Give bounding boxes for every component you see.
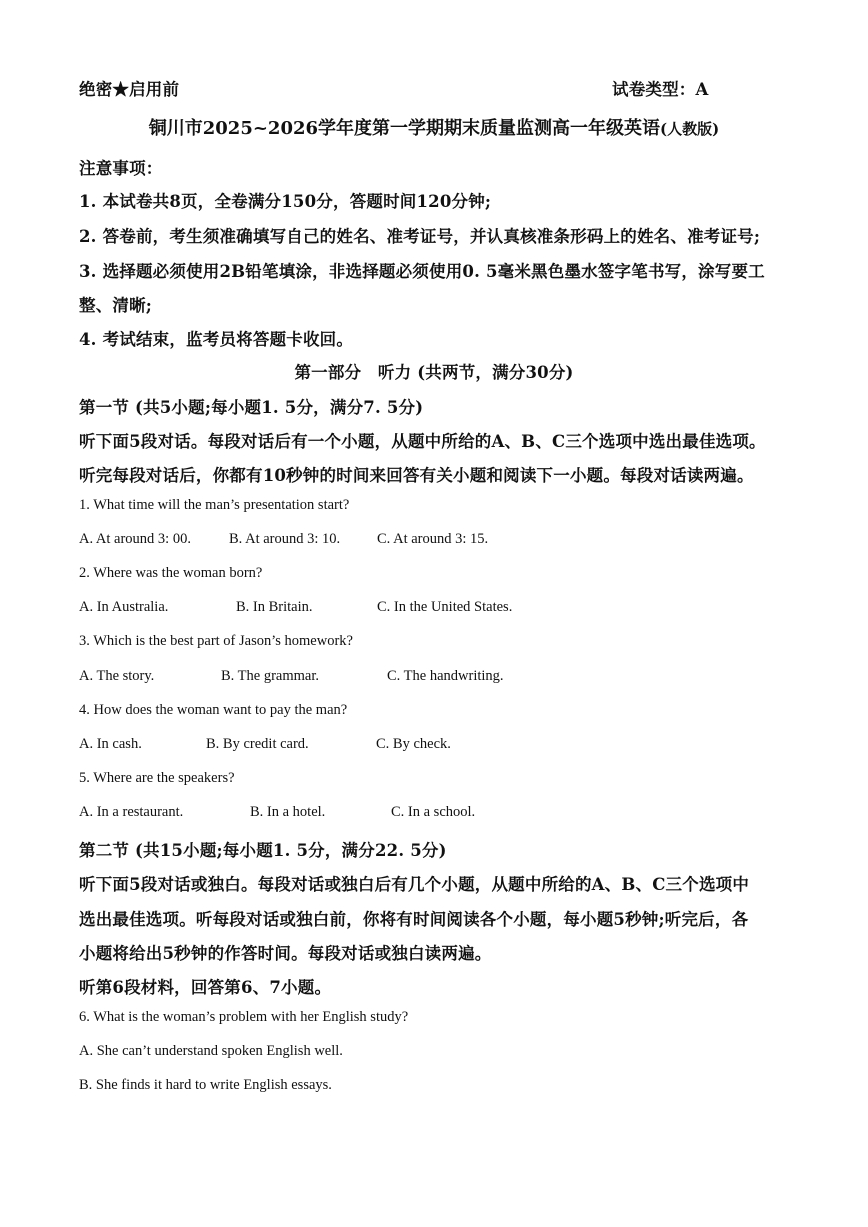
section2-instruction: 选出最佳选项。听每段对话或独白前，你将有时间阅读各个小题，每小题5秒钟;听完后，各 bbox=[79, 910, 749, 929]
q4-option-b: B. By credit card. bbox=[206, 736, 309, 752]
q5-option-a: A. In a restaurant. bbox=[79, 804, 184, 820]
question-2: 2. Where was the woman born? bbox=[79, 565, 263, 581]
q5-option-c: C. In a school. bbox=[391, 804, 476, 820]
q1-option-b: B. At around 3: 10. bbox=[229, 531, 341, 547]
question-1: 1. What time will the man’s presentation start? bbox=[79, 497, 350, 513]
q2-option-a: A. In Australia. bbox=[79, 599, 169, 615]
q4-option-a: A. In cash. bbox=[79, 736, 142, 752]
section2-instruction: 小题将给出5秒钟的作答时间。每段对话或独白读两遍。 bbox=[79, 944, 492, 963]
q2-option-c: C. In the United States. bbox=[377, 599, 513, 615]
question-3: 3. Which is the best part of Jason’s homework? bbox=[79, 633, 353, 649]
q5-option-b: B. In a hotel. bbox=[250, 804, 326, 820]
q1-option-c: C. At around 3: 15. bbox=[377, 531, 489, 547]
q2-option-b: B. In Britain. bbox=[236, 599, 313, 615]
note-item: 3. 选择题必须使用2B铅笔填涂，非选择题必须使用0. 5毫米黑色墨水签字笔书写，涂写要工 bbox=[79, 262, 765, 281]
section2-instruction: 听下面5段对话或独白。每段对话或独白后有几个小题，从题中所给的A、B、C三个选项中 bbox=[79, 875, 750, 894]
q3-option-b: B. The grammar. bbox=[221, 668, 319, 684]
question-4: 4. How does the woman want to pay the man? bbox=[79, 702, 348, 718]
q3-option-a: A. The story. bbox=[79, 668, 155, 684]
paper-type-label: 试卷类型：A bbox=[612, 80, 709, 99]
confidential-label: 绝密★启用前 bbox=[79, 80, 180, 99]
page-title bbox=[0, 114, 868, 140]
note-item-continued: 整、清晰; bbox=[79, 296, 153, 315]
q4-option-c: C. By check. bbox=[376, 736, 451, 752]
q3-option-c: C. The handwriting. bbox=[387, 668, 504, 684]
section2-heading: 第二节 (共15小题;每小题1. 5分，满分22. 5分) bbox=[79, 841, 447, 860]
question-5: 5. Where are the speakers? bbox=[79, 770, 235, 786]
section1-heading: 第一节 (共5小题;每小题1. 5分，满分7. 5分) bbox=[79, 398, 424, 417]
section1-instruction: 听下面5段对话。每段对话后有一个小题，从题中所给的A、B、C三个选项中选出最佳选项。 bbox=[79, 432, 766, 451]
q1-option-a: A. At around 3: 00. bbox=[79, 531, 191, 547]
note-item: 4. 考试结束，监考员将答题卡收回。 bbox=[79, 330, 354, 349]
part1-heading: 第一部分 听力 (共两节，满分30分) bbox=[294, 363, 574, 382]
question-6: 6. What is the woman’s problem with her English study? bbox=[79, 1009, 409, 1025]
notes-heading: 注意事项： bbox=[79, 159, 163, 178]
title-main: 铜川市2025~2026学年度第一学期期末质量监测高一年级英语 bbox=[148, 118, 661, 139]
q6-option-a: A. She can’t understand spoken English well. bbox=[79, 1043, 343, 1059]
material-6-heading: 听第6段材料，回答第6、7小题。 bbox=[79, 978, 332, 997]
note-item: 1. 本试卷共8页，全卷满分150分，答题时间120分钟; bbox=[79, 192, 492, 211]
title-edition: (人教版) bbox=[660, 120, 720, 138]
note-item: 2. 答卷前，考生须准确填写自己的姓名、准考证号，并认真核准条形码上的姓名、准考证号; bbox=[79, 227, 761, 246]
q6-option-b: B. She finds it hard to write English essays. bbox=[79, 1077, 332, 1093]
section1-instruction: 听完每段对话后，你都有10秒钟的时间来回答有关小题和阅读下一小题。每段对话读两遍。 bbox=[79, 466, 754, 485]
